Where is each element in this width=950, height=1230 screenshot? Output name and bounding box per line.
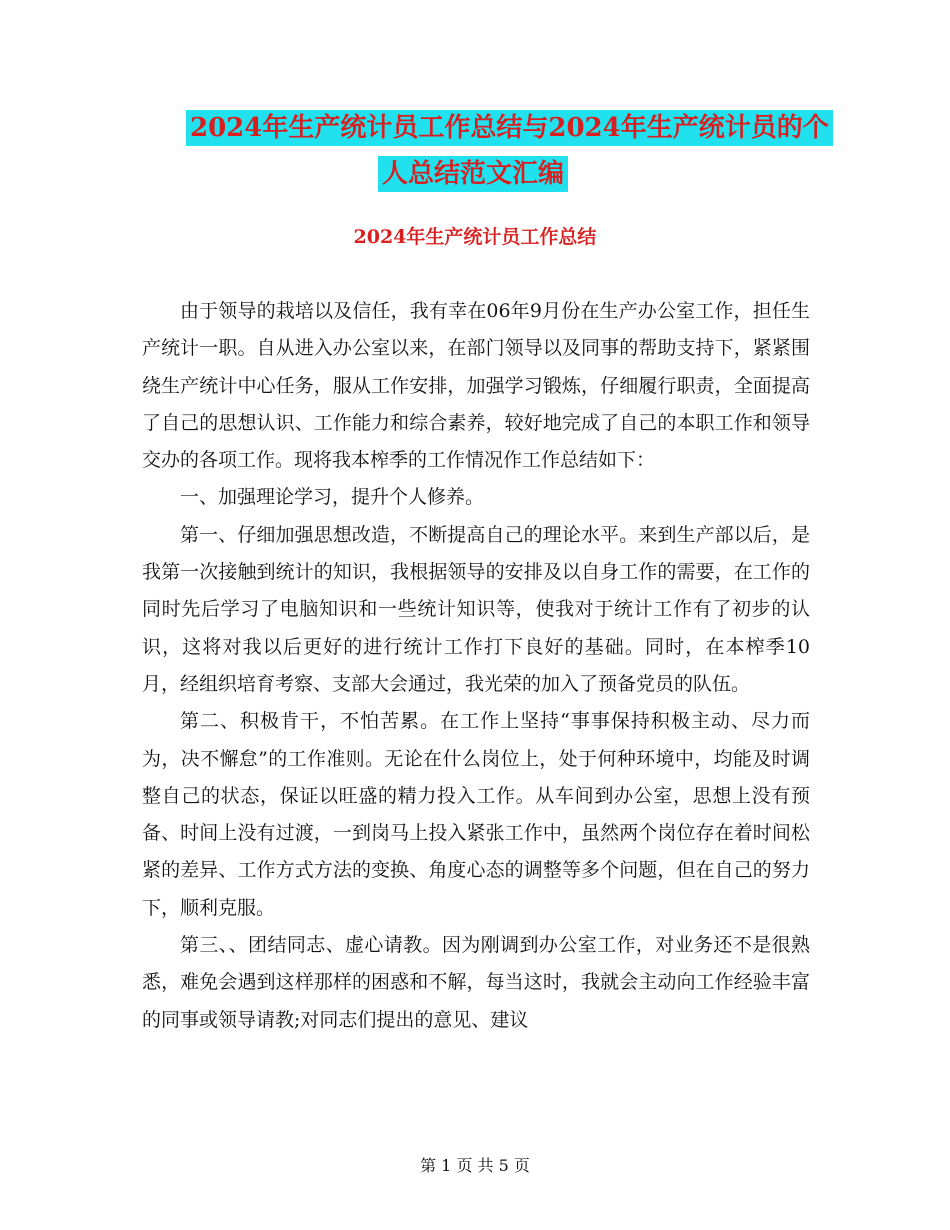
document-body [142,293,810,1039]
paragraph: 第一、仔细加强思想改造，不断提高自己的理论水平。来到生产部以后，是我第一次接触到统计的知识，我根据领导的安排及以自身工作的需要，在工作的同时先后学习了电脑知识和一些统计知识等，使我对于统计工作有了初步的认识，这将对我以后更好的进行统计工作打下良好的基础。同时，在本榨季10月，经组织培育考察、支部大会通过，我光荣的加入了预备党员的队伍。 [142,523,810,695]
title-line-1: 2024年生产统计员工作总结与2024年生产统计员的个 [186,110,833,146]
title-line-2: 人总结范文汇编 [378,156,568,192]
paragraph: 由于领导的栽培以及信任，我有幸在06年9月份在生产办公室工作，担任生产统计一职。自从进入办公室以来，在部门领导以及同事的帮助支持下，紧紧围绕生产统计中心任务，服从工作安排，加强学习锻炼，仔细履行职责，全面提高了自己的思想认识、工作能力和综合素养，较好地完成了自己的本职工作和领导交办的各项工作。现将我本榨季的工作情况作工作总结如下： [142,300,810,472]
section-title: 2024年生产统计员工作总结 [353,226,597,248]
paragraph: 第二、积极肯干，不怕苦累。在工作上坚持“事事保持积极主动、尽力而为，决不懈怠”的工作准则。无论在什么岗位上，处于何种环境中，均能及时调整自己的状态，保证以旺盛的精力投入工作。从车间到办公室，思想上没有预备、时间上没有过渡，一到岗马上投入紧张工作中，虽然两个岗位存在着时间松紧的差异、工作方式方法的变换、角度心态的调整等多个问题，但在自己的努力下，顺利克服。 [142,710,810,919]
page-footer: 第 1 页 共 5 页 [420,1156,530,1175]
paragraph: 第三、、团结同志、虚心请教。因为刚调到办公室工作，对业务还不是很熟悉，难免会遇到这样那样的困惑和不解，每当这时，我就会主动向工作经验丰富的同事或领导请教;对同志们提出的意见、建议 [142,934,810,1031]
paragraph: 一、加强理论学习，提升个人修养。 [180,486,485,509]
